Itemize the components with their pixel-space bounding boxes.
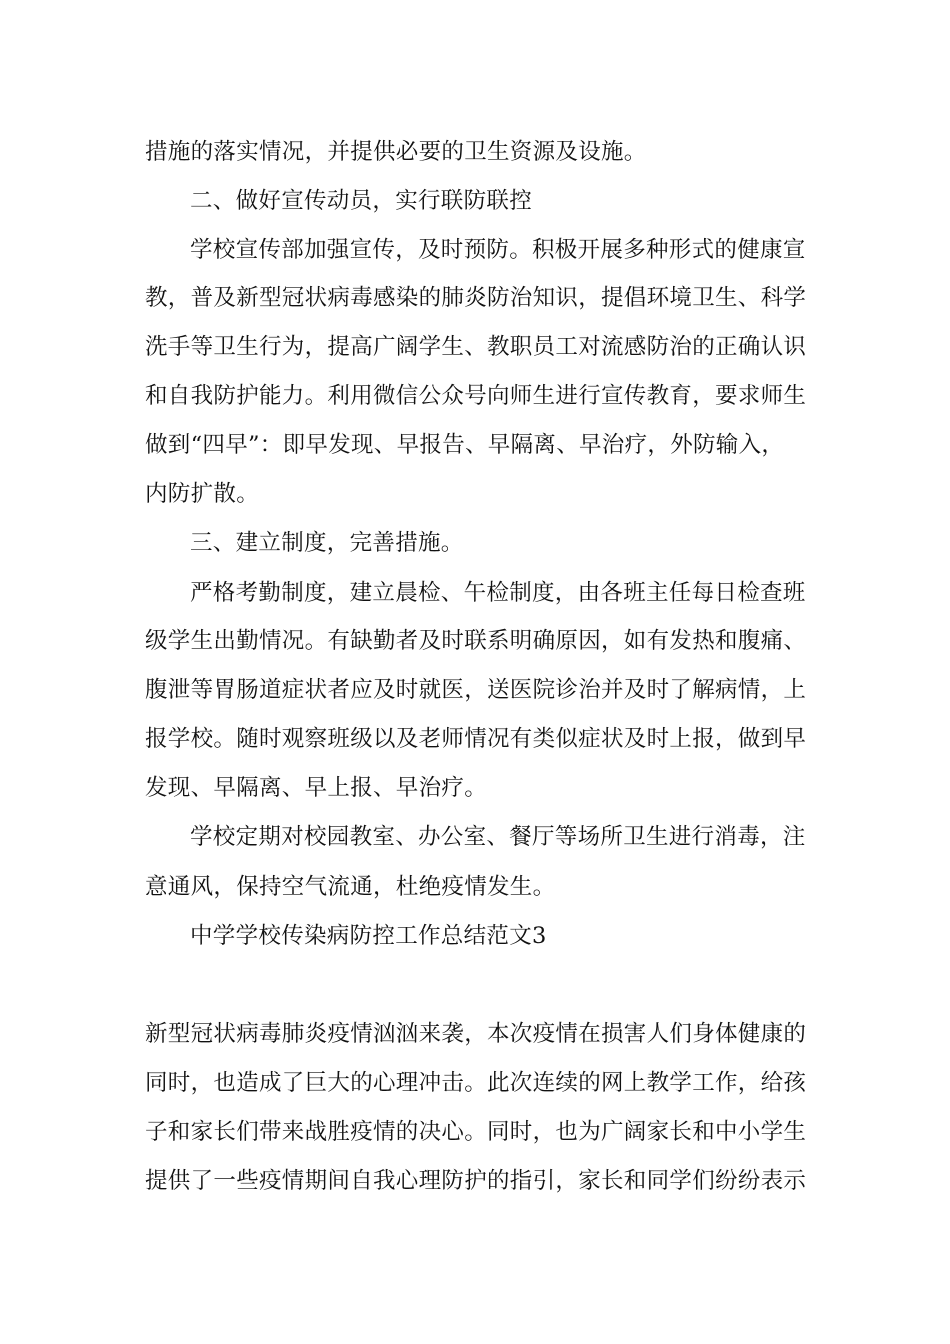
text-line: 新型冠状病毒肺炎疫情汹汹来袭，本次疫情在损害人们身体健康的	[145, 1021, 807, 1047]
section-heading: 二、做好宣传动员，实行联防联控	[190, 188, 533, 214]
text-line: 级学生出勤情况。有缺勤者及时联系明确原因，如有发热和腹痛、	[145, 628, 807, 654]
text-line: 严格考勤制度，建立晨检、午检制度，由各班主任每日检查班	[190, 580, 806, 606]
text-line: 发现、早隔离、早上报、早治疗。	[145, 775, 488, 801]
text-line: 学校定期对校园教室、办公室、餐厅等场所卫生进行消毒，注	[190, 824, 806, 850]
text-line: 子和家长们带来战胜疫情的决心。同时，也为广阔家长和中小学生	[145, 1119, 807, 1145]
text-line: 意通风，保持空气流通，杜绝疫情发生。	[145, 874, 556, 900]
section-heading: 三、建立制度，完善措施。	[190, 530, 464, 556]
text-line: 做到“四早”：即早发现、早报告、早隔离、早治疗，外防输入，	[145, 432, 785, 458]
text-line: 报学校。随时观察班级以及老师情况有类似症状及时上报，做到早	[145, 726, 807, 752]
text-line: 和自我防护能力。利用微信公众号向师生进行宣传教育，要求师生	[145, 383, 807, 409]
text-line: 学校宣传部加强宣传，及时预防。积极开展多种形式的健康宣	[190, 237, 806, 263]
section-heading: 中学学校传染病防控工作总结范文3	[190, 923, 547, 949]
text-line: 内防扩散。	[145, 481, 260, 507]
text-line: 教，普及新型冠状病毒感染的肺炎防治知识，提倡环境卫生、科学	[145, 285, 807, 311]
text-line: 腹泄等胃肠道症状者应及时就医，送医院诊治并及时了解病情，上	[145, 677, 807, 703]
text-line: 提供了一些疫情期间自我心理防护的指引，家长和同学们纷纷表示	[145, 1168, 807, 1194]
text-line: 洗手等卫生行为，提高广阔学生、教职员工对流感防治的正确认识	[145, 334, 807, 360]
text-line: 措施的落实情况，并提供必要的卫生资源及设施。	[145, 139, 647, 165]
text-line: 同时，也造成了巨大的心理冲击。此次连续的网上教学工作，给孩	[145, 1070, 807, 1096]
